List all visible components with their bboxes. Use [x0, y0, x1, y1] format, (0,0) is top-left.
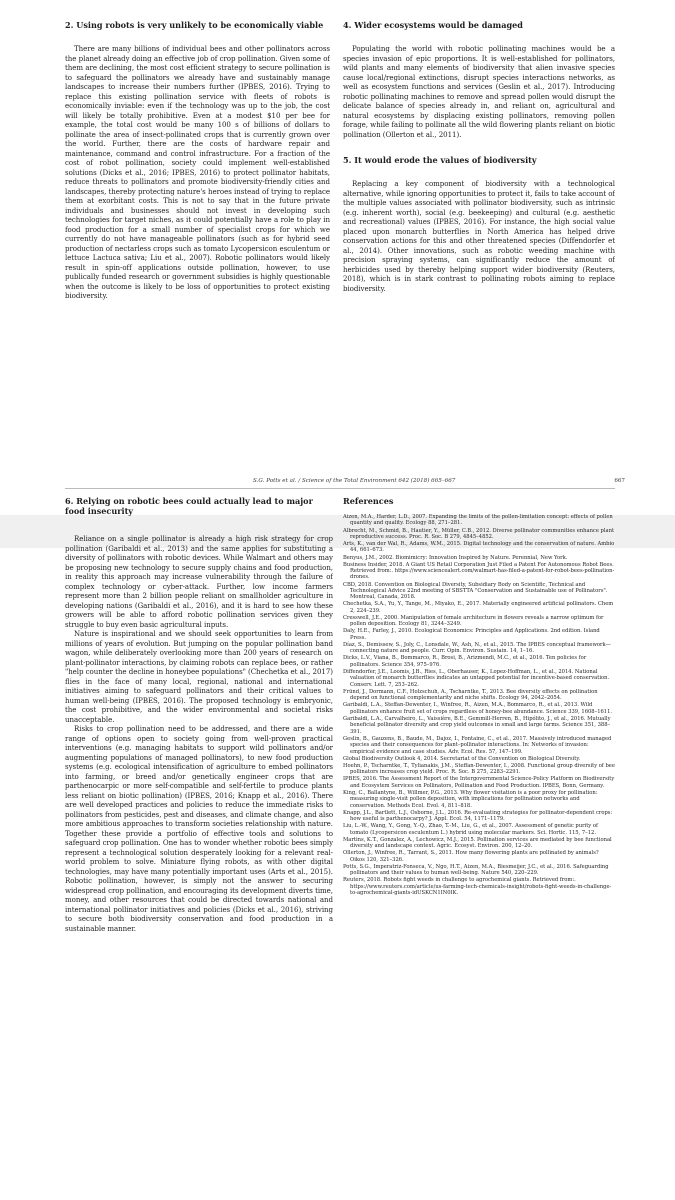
section-4-title: 4. Wider ecosystems would be damaged	[343, 20, 523, 30]
reference-item[interactable]: Albrecht, M., Schmid, B., Hautier, Y., Müller, C.B., 2012. Diverse pollinator communities enhance plant reproductive success. Proc. R. Soc. B 279, 4845–4852.	[343, 527, 615, 540]
section-4-paragraph: Populating the world with robotic pollinating machines would be a species invasion of epic proportions. It is well-established for pollinators, wild plants and many elements of biodiversity that alien invasive species cause local/regional extinctions, disrupt species interactions networks, as well as ecosystem functions and services (Geslin et al., 2017). Introducing robotic pollinating machines to remove and spread pollen would disrupt the delicate balance of species already in, and reliant on, agricultural and natural ecosystems by displacing existing pollinators, removing pollen forage, while failing to pollinate all the wild flowering plants reliant on biotic pollination (Ollerton et al., 2011).	[343, 44, 615, 139]
section-6-paragraph-2: Nature is inspirational and we should seek opportunities to learn from millions of years of evolution. But jumping on the popular pollination band wagon, while deliberately overlooking more than 200 years of research on plant-pollinator interactions, by claiming robots can replace bees, or rather "help counter the decline in honeybee populations" (Chechetka et al., 2017) flies in the face of many local, regional, national and international initiatives aiming to safeguard pollinators and their critical values to human well-being (IPBES, 2016). The proposed technology is embryonic, the cost prohibitive, and the wider environmental and societal risks unacceptable.	[65, 629, 333, 724]
reference-item[interactable]: Knapp, J.L., Bartlett, L.J., Osborne, J.L., 2016. Re-evaluating strategies for pollinator-dependent crops: how useful is parthenocarpy? J. Appl. Ecol. 54, 1171–1179.	[343, 809, 613, 823]
article-page-top	[0, 0, 675, 515]
reference-list	[343, 514, 615, 897]
section-2-paragraph: There are many billions of individual bees and other pollinators across the planet already doing an effective job of crop pollination. Given some of them are declining, the most cost efficient strategy to secure pollination is to safeguard the pollinators we already have and sustainably manage landscapes to increase their numbers further (IPBES, 2016). Trying to replace this existing pollination service with fleets of robots is economically inviable: even if the technology was up to the job, the cost will likely be totally prohibitive. Even at a modest $10 per bee for example, the total cost would be many 100 s of billions of dollars to pollinate the area of insect-pollinated crops that is currently grown over the world. Further, there are the costs of hardware repair and maintenance, command and control infrastructure. For a fraction of the cost of robot pollination, society could implement well-established solutions (Dicks et al., 2016; IPBES, 2016) to protect pollinator habitats, reduce threats to pollinators and promote biodiversity-friendly cities and landscapes, thereby protecting nature's heroes instead of trying to replace them at exorbitant costs. This is not to say that in the future private individuals and businesses should not invest in developing such technologies for target niches, as it could potentially have a role to play in food production for a small number of specialist crops for which we currently do not have manageable pollinators (such as for hybrid seed production of nectarless crops such as tomato Lycopersicon esculentum or lettuce Lactuca sativa; Liu et al., 2007). Robotic pollinators would likely result in spin-off applications outside pollination, however, to use publically funded research or government subsidies is highly questionable when the outcome is likely to be loss of opportunities to protect existing biodiversity.	[65, 44, 330, 300]
reference-item[interactable]: Fründ, J., Dormann, C.F., Holzschuh, A., Tscharntke, T., 2013. Bee diversity effects on pollination depend on functional complementarity and niche shifts. Ecology 94, 2042–2054.	[343, 688, 598, 702]
reference-item[interactable]: Martins, K.T., Gonzalez, A., Lechowicz, M.J., 2015. Pollination services are mediated by bee functional diversity and landscape context. Agric. Ecosyst. Environ. 200, 12–20.	[343, 836, 612, 850]
reference-item[interactable]: Garibaldi, L.A., Carvalheiro, L., Vaissière, B.E., Gemmill-Herren, B., Hipólito, J., et al., 2016. Mutually beneficial pollinator diversity and crop yield outcomes in small and large farms. Science 351, 388–391.	[343, 715, 611, 735]
reference-item[interactable]: Hoehn, P., Tscharntke, T., Tylianakis, J.M., Steffan-Dewenter, I., 2008. Functional group diversity of bee pollinators increases crop yield. Proc. R. Soc. B 275, 2283–2291.	[343, 762, 615, 776]
running-header-text: S.G. Potts et al. / Science of the Total Environment 642 (2018) 665–667	[253, 478, 456, 484]
reference-item[interactable]: IPBES, 2016. The Assessment Report of the Intergovernmental Science-Policy Platform on Biodiversity and Ecosystem Services on Pollinators, Pollination and Food Production. IPBES, Bonn, Germany.	[343, 776, 615, 789]
reference-item[interactable]: Garibaldi, L.A., Steffan-Dewenter, I., Winfree, R., Aizen, M.A., Bommarco, R., et al., 2013. Wild pollinators enhance fruit set of crops regardless of honey-bee abundance. Science 339, 1608–1611.	[343, 702, 613, 715]
section-6-paragraph-1: Reliance on a single pollinator is already a high risk strategy for crop pollination (Garibaldi et al., 2013) and the same applies for substituting a diversity of pollinators with robotic devices. While Walmart and others may be proposing new technology to secure supply chains and food production, in reality this approach may increase vulnerability through the failure of complex technology or cyber-attack. Further, low income farmers represent more than 2 billion people reliant on smallholder agriculture in developing nations (Garibaldi et al., 2016), and it is hard to see how these growers will be able to afford robotic pollination services given they struggle to buy even basic agricultural inputs.	[65, 534, 333, 629]
reference-item[interactable]: Liu, L.-W., Wang, Y., Gong, Y.-Q., Zhao, T.-M., Liu, G., et al., 2007. Assessment of genetic purity of tomato (Lycopersicon esculentum L.) hybrid using molecular markers. Sci. Hortic. 115, 7–12.	[343, 823, 598, 836]
reference-item[interactable]: Daly, H.E., Farley, J., 2010. Ecological Economics: Principles and Applications. 2nd edition. Island Press.	[343, 628, 600, 641]
reference-item[interactable]: Aizen, M.A., Harder, L.D., 2007. Expanding the limits of the pollen-limitation concept: effects of pollen quantity and quality. Ecology 88, 271–281.	[343, 514, 613, 527]
reference-item[interactable]: Dicks, L.V., Viana, B., Bommarco, R., Brosi, B., Arizmendi, M.C., et al., 2016. Ten policies for pollinators. Science 354, 975–976.	[343, 655, 587, 668]
reference-item[interactable]: Global Biodiversity Outlook 4, 2014. Secretariat of the Convention on Biological Diversity.	[343, 755, 581, 762]
section-2-title: 2. Using robots is very unlikely to be economically viable	[65, 20, 324, 30]
running-header	[0, 476, 675, 486]
page-number: 667	[614, 478, 625, 484]
reference-item[interactable]: Díaz, S., Demissew, S., Joly, C., Lonsdale, W., Ash, N., et al., 2015. The IPBES conceptual framework—connecting nature and people. Curr. Opin. Environ. Sustain. 14, 1–16.	[343, 641, 611, 655]
reference-item[interactable]: Potts, S.G., Imperatriz-Fonseca, V., Ngo, H.T., Aizen, M.A., Biesmeijer, J.C., et al., 2016. Safeguarding pollinators and their values to human well-being. Nature 540, 220–229.	[343, 863, 609, 877]
reference-item[interactable]: Diffendorfer, J.E., Loomis, J.B., Ries, L., Oberhauser, K., Lopez-Hoffman, L., et al., 2014. National valuation of monarch butterflies indicates an untapped potential for incentive-based conservation. Conserv. Lett. 7, 253–262.	[343, 668, 610, 688]
left-column-bottom	[65, 496, 333, 1176]
reference-item[interactable]: Geslin, B., Gauzens, B., Baude, M., Dajoz, I., Fontaine, C., et al., 2017. Massively introduced managed species and their consequences for plant–pollinator interactions. In: Networks of invasion: empirical evidence and case studies. Adv. Ecol. Res. 57, 147–199.	[343, 735, 612, 755]
left-column-top	[65, 20, 330, 340]
reference-item[interactable]: Arts, K., van der Wal, R., Adams, W.M., 2015. Digital technology and the conservation of nature. Ambio 44, 661–673.	[343, 541, 615, 554]
section-6-title: 6. Relying on robotic bees could actually lead to major food insecurity	[65, 496, 313, 516]
reference-item[interactable]: Reuters, 2018. Robots fight weeds in challenge to agrochemical giants. Retrieved from:. https://www.reuters.com/article/us-farming-tech-chemicals-insight/robots-fight-weeds-in-challenge-to-agrochemical-giants-idUSKCN1IN0IK.	[343, 877, 612, 897]
reference-item[interactable]: Ollerton, J., Winfree, R., Tarrant, S., 2011. How many flowering plants are pollinated by animals? Oikos 120, 321–326.	[343, 850, 599, 863]
reference-item[interactable]: King, C., Ballantyne, B., Willmer, P.G., 2013. Why flower visitation is a poor proxy for pollination: measuring single-visit pollen deposition, with implications for pollination networks and conservation. Methods Ecol. Evol. 4, 811–818.	[343, 789, 598, 809]
reference-item[interactable]: CBD, 2018. Convention on Biological Diversity, Subsidiary Body on Scientific, Technical and Technological Advice 22nd meeting of SBSTTA "Conservation and Sustainable use of Pollinators". Montreal, Canada, 2018.	[343, 581, 608, 601]
reference-item[interactable]: Business Insider, 2018. A Giant US Retail Corporation Just Filed a Patent For Autonomous Robot Bees. Retrieved from:. https://www.sciencealert.com/walmart-has-filed-a-patent-for-robot-bees-pollination-drones.	[343, 561, 615, 581]
references-title: References	[343, 496, 394, 506]
references-column	[343, 496, 615, 1176]
section-5-title: 5. It would erode the values of biodiversity	[343, 155, 537, 165]
header-rule	[65, 488, 615, 489]
section-6-paragraph-3: Risks to crop pollination need to be addressed, and there are a wide range of options open to society going from well-proven practical interventions (e.g. managing habitats to support wild pollinators and/or augmenting populations of managed pollinators), to new food production systems (e.g. ecological intensification of agriculture to embed pollinators into farming, or breed and/or genetically engineer crops that are parthenocarpic or more self-compatible and self-fertile to produce plants less reliant on biotic pollination) (IPBES, 2016; Knapp et al., 2016). There are well developed practices and policies to reduce the immediate risks to pollinators from pesticides, pest and diseases, and climate change, and also more ambitious approaches to transform societies relationship with nature. Together these provide a portfolio of effective tools and solutions to safeguard crop pollination. One has to wonder whether robotic bees simply represent a technological solution desperately looking for a relevant real-world problem to solve. Miniature flying robots, as with other digital technologies, may have many potentially important uses (Arts et al., 2015). Robotic pollination, however, is simply not the answer to securing widespread crop pollination, and encouraging its development diverts time, money, and other resources that could be directed towards national and international pollinator initiatives and policies (Dicks et al., 2016), striving to secure both biodiversity conservation and food production in a sustainable manner.	[65, 724, 333, 933]
reference-item[interactable]: Cresswell, J.E., 2000. Manipulation of female architecture in flowers reveals a narrow optimum for pollen deposition. Ecology 81, 3244–3249.	[343, 614, 604, 628]
right-column-top	[343, 20, 615, 380]
reference-item[interactable]: Chechetka, S.A., Yu, Y., Tange, M., Miyako, E., 2017. Materially engineered artificial pollinators. Chem 2, 224–239.	[343, 601, 614, 614]
section-5-paragraph: Replacing a key component of biodiversity with a technological alternative, while ignoring opportunities to protect it, fails to take account of the multiple values associated with pollinator biodiversity, such as intrinsic (e.g. inherent worth), social (e.g. beekeeping) and cultural (e.g. aesthetic and recreational) values (IPBES, 2016). For instance, the high social value placed upon monarch butterflies in North America has helped drive conservation actions for this and other threatened species (Diffendorfer et al., 2014). Other innovations, such as robotic weeding machine with precision spraying systems, can significantly reduce the amount of herbicides used by thereby helping support wider biodiversity (Reuters, 2018), which is in stark contrast to pollinating robots aiming to replace biodiversity.	[343, 179, 615, 293]
reference-item[interactable]: Benyus, J.M., 2002. Biomimicry: Innovation Inspired by Nature. Perennial, New York.	[343, 554, 568, 561]
